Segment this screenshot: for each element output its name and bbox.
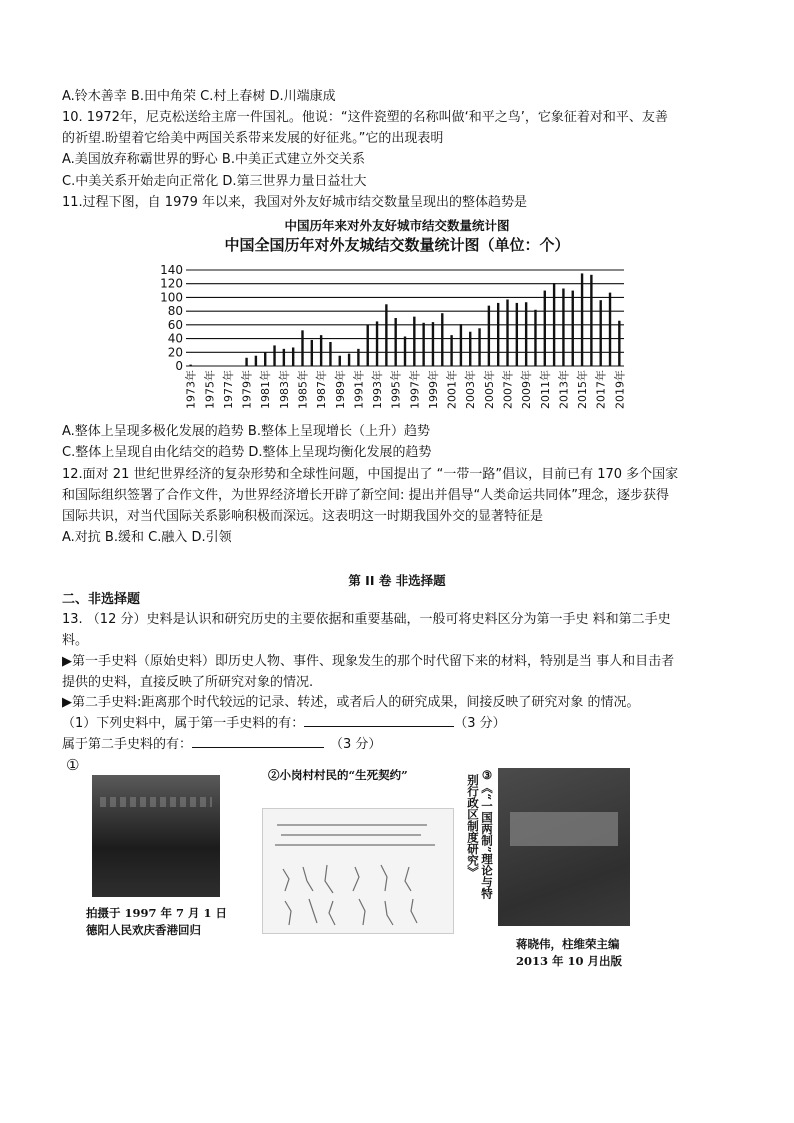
material2-contract-image	[262, 808, 454, 934]
x-tick-label: 1981年	[259, 370, 273, 409]
q10-options-line2: C.中美关系开始走向正常化 D.第三世界力量日益壮大	[62, 174, 367, 189]
answer-blank-first-hand[interactable]	[304, 714, 454, 727]
bar	[283, 349, 285, 366]
x-tick-label: 2007年	[501, 369, 515, 409]
material1-number: ①	[66, 756, 80, 774]
bar	[450, 335, 452, 366]
x-tick-label: 1977年	[221, 370, 235, 409]
part2-heading: 二、非选择题	[62, 592, 141, 607]
bar	[441, 313, 443, 366]
bar	[525, 302, 527, 366]
q13-sub1	[62, 714, 506, 733]
x-tick-label: 1987年	[315, 370, 329, 409]
q13-sub1-suffix: （3 分）	[454, 716, 506, 731]
q12-stem-line1: 12.面对 21 世纪世界经济的复杂形势和全球性问题，中国提出了 “一带一路”倡议，目前已有 170 多个国家	[62, 467, 679, 482]
bar	[562, 289, 564, 366]
q13-sub2-prefix: 属于第二手史料的有：	[62, 737, 193, 752]
q12-stem-line2: 和国际组织签署了合作文件，为世界经济增长开辟了新空间: 提出并倡导“人类命运共同体”理念，逐步获得	[62, 488, 669, 503]
material3-number: ③	[480, 768, 494, 782]
bar	[357, 349, 359, 366]
y-tick-label: 20	[167, 345, 183, 360]
x-tick-label: 2013年	[557, 370, 571, 409]
q13-line5: ▶第二手史料:距离那个时代较远的记录、转述，或者后人的研究成果，间接反映了研究对象 的情况。	[62, 695, 640, 710]
q13-line3: ▶第一手史料（原始史料）即历史人物、事件、现象发生的那个时代留下来的材料，特别是当 事人和目击者	[62, 654, 675, 669]
bar	[320, 335, 322, 366]
bar-chart	[0, 262, 794, 422]
x-tick-label: 2017年	[594, 370, 608, 409]
y-tick-label: 60	[167, 317, 183, 332]
material3-book-cover	[498, 768, 630, 926]
bar	[506, 299, 508, 366]
bar	[292, 347, 294, 366]
q13-sub2	[62, 735, 381, 754]
bar	[348, 354, 350, 366]
bar	[189, 365, 191, 366]
bar	[497, 303, 499, 366]
q11-stem: 11.过程下图，自 1979 年以来，我国对外友好城市结交数量呈现出的整体趋势是	[62, 195, 528, 210]
q12-stem-line3: 国际共识，对当代国际关系影响积极而深远。这表明这一时期我国外交的显著特征是	[62, 509, 544, 524]
q13-sub2-suffix: （3 分）	[330, 737, 382, 752]
x-tick-label: 2019年	[613, 370, 627, 409]
bar	[367, 325, 369, 366]
x-tick-label: 1975年	[203, 370, 217, 409]
x-tick-label: 1973年	[184, 370, 198, 409]
x-tick-label: 1985年	[296, 370, 310, 409]
bar	[469, 332, 471, 366]
material3-vertical-line2: 别行政区制度研究》	[466, 774, 480, 878]
material2-label: ②小岗村村民的“生死契约”	[268, 768, 408, 782]
x-tick-label: 1983年	[277, 370, 291, 409]
x-tick-label: 2003年	[464, 369, 478, 409]
q13-sub1-prefix: （1）下列史料中，属于第一手史料的有：	[62, 716, 305, 731]
bar	[311, 340, 313, 366]
bar	[609, 293, 611, 366]
bar	[376, 321, 378, 366]
bar	[553, 283, 555, 366]
bar	[255, 356, 257, 366]
q9-options: A.铃木善幸 B.田中角荣 C.村上春树 D.川端康成	[62, 89, 336, 104]
bar	[488, 306, 490, 366]
bar	[422, 323, 424, 366]
q10-stem-line1: 10. 1972年，尼克松送给主席一件国礼。他说：“这件瓷塑的名称叫做‘和平之鸟’，它象征着对和平、友善	[62, 110, 668, 125]
bar	[572, 291, 574, 366]
bar	[385, 304, 387, 366]
material1-photo	[92, 775, 220, 897]
q12-options: A.对抗 B.缓和 C.融入 D.引领	[62, 530, 232, 545]
x-tick-label: 1997年	[408, 370, 422, 409]
bar	[273, 345, 275, 366]
bar	[413, 317, 415, 366]
bar	[581, 273, 583, 366]
q11-options-line2: C.整体上呈现自由化结交的趋势 D.整体上呈现均衡化发展的趋势	[62, 445, 432, 460]
y-tick-label: 0	[175, 359, 183, 373]
q10-stem-line2: 的祈望.盼望着它给美中两国关系带来发展的好征兆。”它的出现表明	[62, 131, 444, 146]
bar	[432, 322, 434, 366]
bar	[478, 328, 480, 366]
x-tick-label: 2009年	[520, 370, 534, 409]
x-tick-label: 2001年	[445, 370, 459, 409]
bar	[600, 300, 602, 366]
bar	[245, 358, 247, 366]
q13-line1: 13. （12 分）史料是认识和研究历史的主要依据和重要基础，一般可将史料区分为第一手史 料和第二手史	[62, 612, 671, 627]
bar	[394, 318, 396, 366]
material3-vertical-line1: 《“一国两制”理论与特	[480, 782, 494, 899]
bar	[618, 321, 620, 366]
material3-caption2: 2013 年 10 月出版	[516, 954, 623, 968]
x-tick-label: 1995年	[389, 370, 403, 409]
bar	[404, 337, 406, 366]
bar	[590, 275, 592, 366]
material1-caption2: 德阳人民欢庆香港回归	[86, 923, 201, 937]
material1-caption1: 拍摄于 1997 年 7 月 1 日	[86, 906, 228, 920]
x-tick-label: 1993年	[371, 370, 385, 409]
x-tick-label: 1989年	[333, 370, 347, 409]
bar	[544, 291, 546, 366]
chart-subtitle: 中国全国历年对外友城结交数量统计图（单位：个）	[224, 236, 570, 254]
y-tick-label: 40	[167, 331, 183, 346]
x-tick-label: 1979年	[240, 370, 254, 409]
bar	[329, 342, 331, 366]
x-tick-label: 2011年	[538, 370, 552, 409]
q13-line2: 料。	[62, 633, 89, 648]
material3-vertical-title	[480, 768, 494, 898]
y-tick-label: 120	[160, 276, 183, 291]
x-tick-label: 1999年	[426, 370, 440, 409]
x-tick-label: 1991年	[352, 370, 366, 409]
bar	[339, 356, 341, 366]
q10-options-line1: A.美国放弃称霸世界的野心 B.中美正式建立外交关系	[62, 152, 365, 167]
chart-title: 中国历年来对外友好城市结交数量统计图	[284, 218, 510, 233]
x-tick-label: 2015年	[576, 370, 590, 409]
q11-options-line1: A.整体上呈现多极化发展的趋势 B.整体上呈现增长（上升）趋势	[62, 424, 430, 439]
y-tick-label: 80	[167, 304, 183, 319]
y-tick-label: 140	[160, 263, 183, 277]
x-tick-label: 2005年	[482, 369, 496, 409]
bar	[264, 352, 266, 366]
bar	[460, 324, 462, 366]
material3-caption1: 蒋晓伟，柱维荣主编	[516, 937, 620, 951]
answer-blank-second-hand[interactable]	[192, 735, 324, 748]
y-tick-label: 100	[160, 290, 183, 305]
q13-line4: 提供的史料，直接反映了所研究对象的情况.	[62, 675, 314, 690]
bar	[534, 310, 536, 366]
bar	[301, 330, 303, 366]
bar	[516, 303, 518, 366]
part2-title: 第 II 卷 非选择题	[348, 573, 446, 588]
